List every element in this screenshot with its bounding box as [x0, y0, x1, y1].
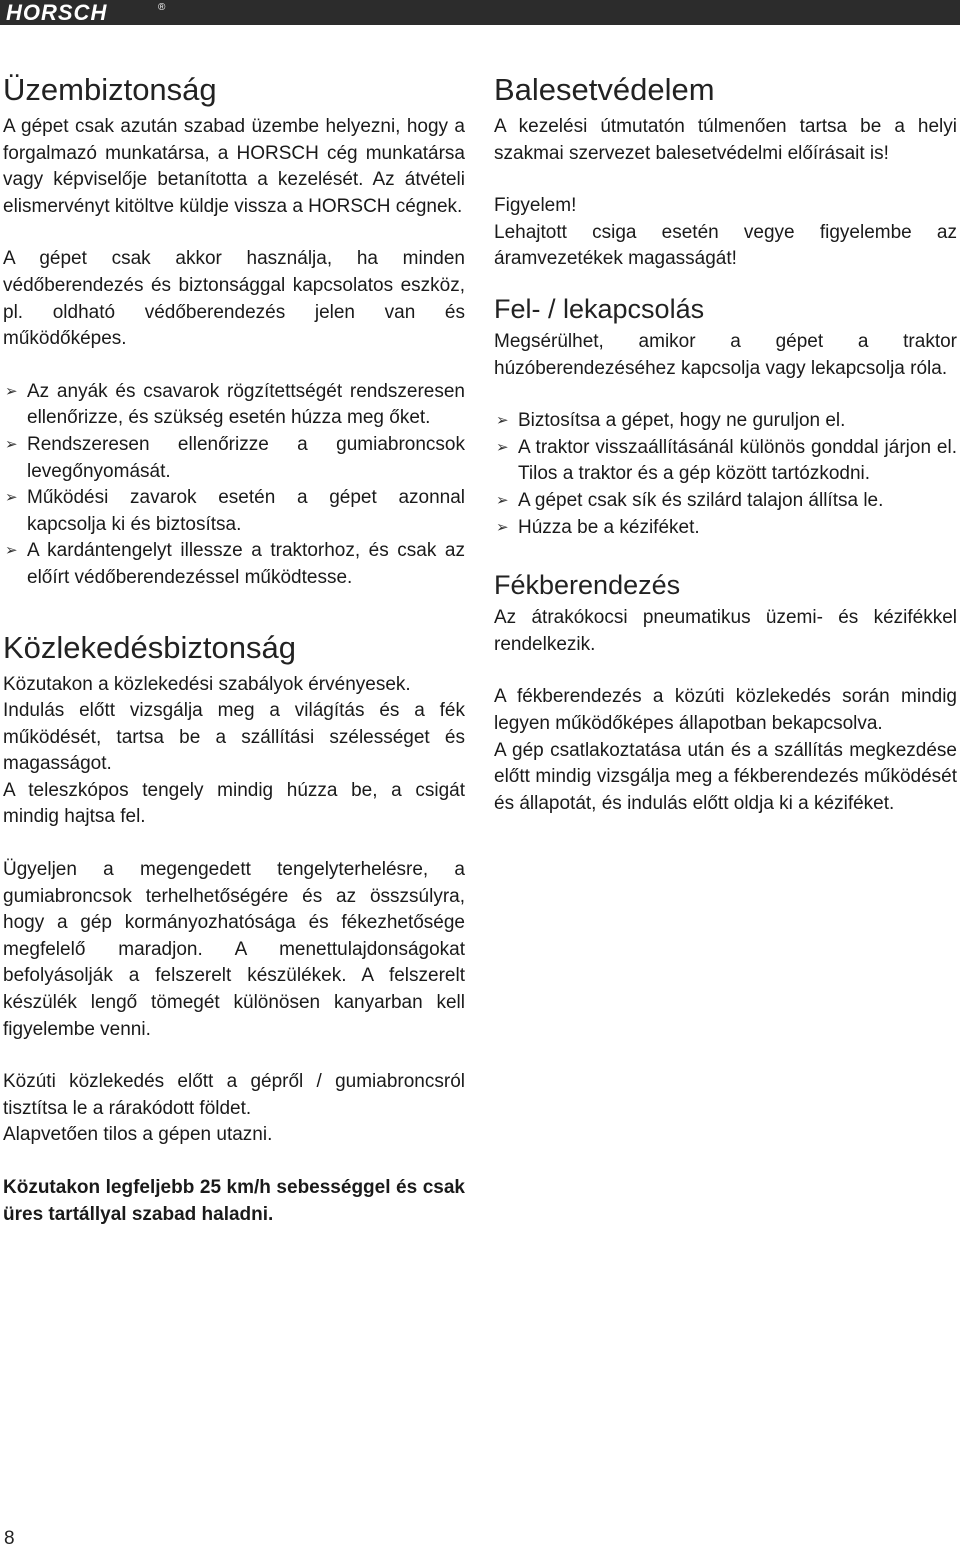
paragraph-protective-devices: A gépet csak akkor használja, ha minden védőberendezés és biztonsággal kapcsolatos eszköz, pl. oldható védőberendezés jelen van és működőképes.: [3, 248, 465, 350]
paragraph-regulations: A kezelési útmutatón túlmenően tartsa be a helyi szakmai szervezet balesetvédelmi előírásait is!: [494, 116, 957, 164]
paragraph-commissioning: A gépet csak azután szabad üzembe helyezni, hogy a forgalmazó munkatársa, a HORSCH cég munkatársa vagy képviselője betanította a kezelését. Az átvételi elismervényt kitöltve küldje vissza a HORSCH cégnek.: [3, 116, 465, 217]
heading-brake-system: Fékberendezés: [494, 570, 681, 601]
arrow-bullet-icon: ➢: [496, 438, 509, 456]
list-item: ➢ Rendszeresen ellenőrizze a gumiabroncsok levegőnyomását.: [5, 433, 465, 482]
list-item: ➢ Húzza be a kéziféket.: [494, 515, 957, 542]
heading-coupling: Fel- / lekapcsolás: [494, 293, 705, 324]
arrow-bullet-icon: ➢: [5, 542, 18, 560]
list-item: ➢ Biztosítsa a gépet, hogy ne guruljon el.: [494, 408, 957, 435]
arrow-bullet-icon: ➢: [5, 435, 18, 453]
arrow-bullet-icon: ➢: [496, 412, 509, 430]
page-header: [0, 0, 960, 32]
paragraph-pneumatic-brake: Az átrakókocsi pneumatikus üzemi- és kézifékkel rendelkezik.: [494, 607, 957, 655]
registered-mark: ®: [158, 2, 166, 13]
paragraph-speed-limit: Közutakon legfeljebb 25 km/h sebességgel és csak üres tartállyal szabad haladni.: [3, 1177, 465, 1225]
paragraph-coupling-injury: Megsérülhet, amikor a gépet a traktor húzóberendezéséhez kapcsolja vagy lekapcsolja róla.: [494, 330, 957, 379]
paragraph-lights-brakes: Indulás előtt vizsgálja meg a világítás és a fék működését, tartsa be a szállítási szélességet és magasságot.: [3, 700, 465, 775]
arrow-bullet-icon: ➢: [5, 489, 18, 507]
list-item: ➢ A traktor visszaállításánál különös gonddal járjon el. Tilos a traktor és a gép között tartózkodni.: [496, 436, 957, 485]
paragraph-attention: Figyelem!: [494, 195, 577, 217]
page-number: 8: [4, 1528, 15, 1549]
paragraph-no-riding: Alapvetően tilos a gépen utazni.: [3, 1124, 273, 1146]
arrow-bullet-icon: ➢: [5, 382, 18, 400]
header-bar: [0, 0, 960, 25]
paragraph-clean-soil: Közúti közlekedés előtt a gépről / gumiabroncsról tisztítsa le a rárakódott földet.: [3, 1071, 465, 1119]
list-item: ➢ A gépet csak sík és szilárd talajon állítsa le.: [494, 488, 957, 515]
heading-safety: Üzembiztonság: [3, 72, 217, 107]
paragraph-telescopic-axle: A teleszkópos tengely mindig húzza be, a csigát mindig hajtsa fel.: [3, 779, 465, 828]
paragraph-traffic-rules: Közutakon a közlekedési szabályok érvényesek.: [3, 673, 411, 695]
list-item: ➢ A kardántengelyt illessze a traktorhoz, és csak az előírt védőberendezéssel működtesse.: [5, 540, 465, 588]
horsch-logo: HORSCH: [6, 0, 108, 25]
safety-bullet-list: [3, 379, 465, 592]
paragraph-axle-load: Ügyeljen a megengedett tengelyterhelésre, a gumiabroncsok terhelhetőségére és az összsúlyra, hogy a gép kormányozhatósága és fékezhetősége megfelelő maradjon. A menettulajdonságokat befolyásolják a felszerelt készülékek. A felszerelt készülék lengő tömegét különösen kanyarban kell figyelembe venni.: [3, 859, 465, 1040]
arrow-bullet-icon: ➢: [496, 491, 509, 509]
list-item: ➢ Az anyák és csavarok rögzítettségét rendszeresen ellenőrizze, és szükség esetén húzza meg őket.: [5, 380, 465, 429]
heading-accident-prevention: Balesetvédelem: [494, 72, 715, 107]
paragraph-brake-check: A gép csatlakoztatása után és a szállítás megkezdése előtt mindig vizsgálja meg a fékberendezés működését és állapotát, és indulás előtt oldja ki a kéziféket.: [494, 739, 957, 814]
paragraph-power-lines: Lehajtott csiga esetén vegye figyelembe az áramvezetékek magasságát!: [494, 221, 957, 270]
paragraph-brake-operational: A fékberendezés a közúti közlekedés során mindig legyen működőképes állapotban bekapcsolva.: [494, 686, 957, 734]
arrow-bullet-icon: ➢: [496, 518, 509, 536]
right-column: [494, 70, 957, 817]
coupling-bullet-list: [494, 408, 957, 541]
heading-traffic-safety: Közlekedésbiztonság: [3, 629, 296, 665]
list-item: ➢ Működési zavarok esetén a gépet azonnal kapcsolja ki és biztosítsa.: [5, 487, 465, 535]
left-column: [3, 70, 465, 1228]
